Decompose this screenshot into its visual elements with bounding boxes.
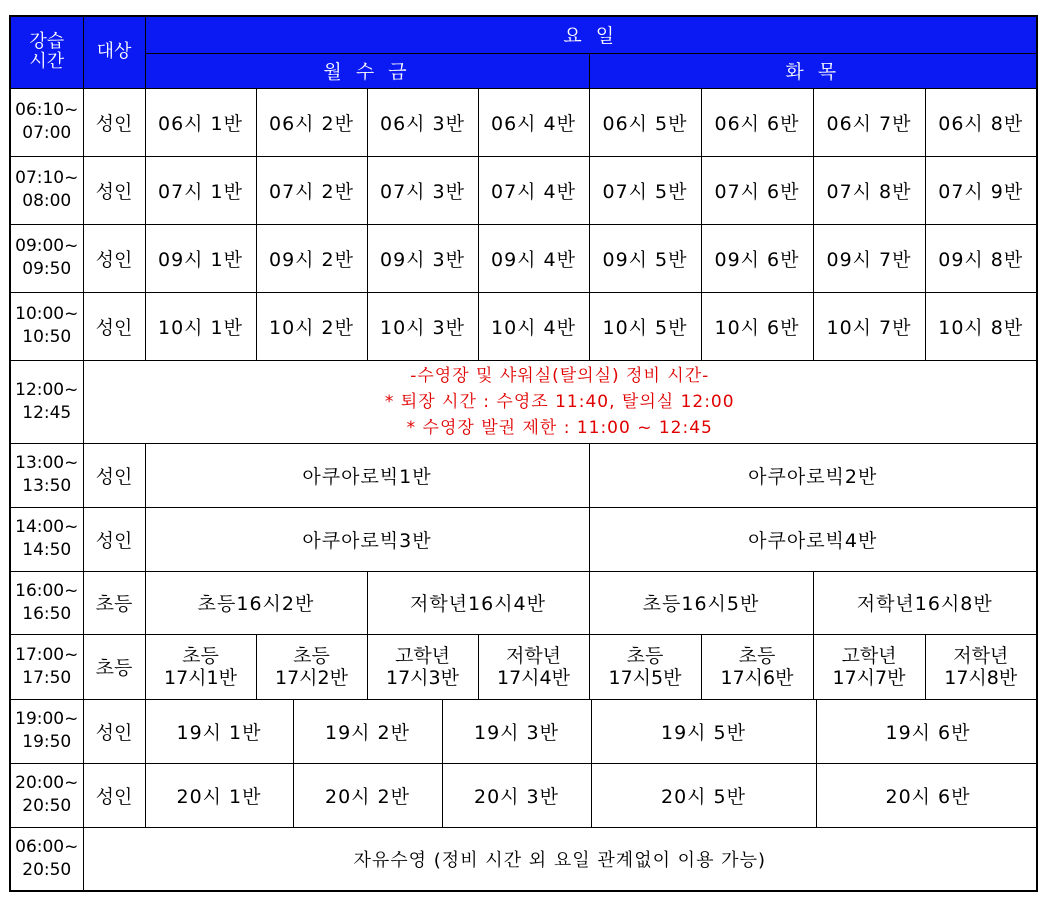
class-cell: 초등 17시1반 bbox=[145, 634, 256, 699]
class-cell: 20시 6반 bbox=[816, 764, 1037, 827]
swim-schedule-table bbox=[9, 15, 1038, 892]
schedule-row bbox=[10, 827, 1037, 891]
time-cell: 09:00~ 09:50 bbox=[10, 224, 83, 292]
schedule-row bbox=[10, 571, 1037, 634]
class-cell: 저학년 17시4반 bbox=[478, 634, 589, 699]
class-cell: 07시 3반 bbox=[367, 156, 478, 224]
time-cell: 10:00~ 10:50 bbox=[10, 292, 83, 360]
class-cell: 07시 4반 bbox=[478, 156, 589, 224]
target-cell: 성인 bbox=[83, 507, 145, 571]
class-cell: 20시 5반 bbox=[591, 764, 816, 827]
class-cell: 10시 8반 bbox=[925, 292, 1037, 360]
class-cell: 초등 17시5반 bbox=[589, 634, 701, 699]
target-cell: 초등 bbox=[83, 634, 145, 699]
class-cell: 07시 5반 bbox=[589, 156, 701, 224]
class-cell: 19시 6반 bbox=[816, 700, 1037, 763]
class-cell: 09시 2반 bbox=[256, 224, 367, 292]
group-mon-wed-fri: 월 수 금 bbox=[145, 53, 589, 88]
time-cell: 07:10~ 08:00 bbox=[10, 156, 83, 224]
time-cell: 19:00~ 19:50 bbox=[10, 699, 83, 763]
class-cell: 10시 4반 bbox=[478, 292, 589, 360]
class-cell: 10시 3반 bbox=[367, 292, 478, 360]
class-cell: 10시 2반 bbox=[256, 292, 367, 360]
class-cell: 저학년 17시8반 bbox=[925, 634, 1037, 699]
target-cell: 성인 bbox=[83, 763, 145, 827]
target-cell: 성인 bbox=[83, 699, 145, 763]
maintenance-line3: * 수영장 발권 제한 : 11:00 ~ 12:45 bbox=[406, 417, 713, 438]
time-cell: 13:00~ 13:50 bbox=[10, 443, 83, 507]
class-cell: 06시 5반 bbox=[589, 88, 701, 156]
class-cell: 06시 6반 bbox=[701, 88, 813, 156]
target-header: 대상 bbox=[83, 16, 145, 88]
time-cell: 14:00~ 14:50 bbox=[10, 507, 83, 571]
schedule-row bbox=[10, 443, 1037, 507]
class-cell: 07시 6반 bbox=[701, 156, 813, 224]
time-cell: 12:00~ 12:45 bbox=[10, 360, 83, 443]
class-cell: 06시 2반 bbox=[256, 88, 367, 156]
class-cell: 10시 7반 bbox=[813, 292, 925, 360]
class-cell: 06시 1반 bbox=[145, 88, 256, 156]
class-cell: 아쿠아로빅4반 bbox=[589, 507, 1037, 571]
maintenance-notice bbox=[83, 360, 1037, 443]
class-cell: 저학년16시4반 bbox=[367, 571, 589, 634]
class-cell: 06시 3반 bbox=[367, 88, 478, 156]
class-cell: 06시 8반 bbox=[925, 88, 1037, 156]
class-cell: 10시 5반 bbox=[589, 292, 701, 360]
group-tue-thu: 화 목 bbox=[589, 53, 1037, 88]
class-cell: 초등 17시2반 bbox=[256, 634, 367, 699]
class-cell: 초등 17시6반 bbox=[701, 634, 813, 699]
class-group bbox=[145, 763, 1037, 827]
target-cell: 성인 bbox=[83, 88, 145, 156]
schedule-row bbox=[10, 360, 1037, 443]
class-cell: 아쿠아로빅3반 bbox=[145, 507, 589, 571]
time-cell: 06:00~ 20:50 bbox=[10, 827, 83, 891]
class-cell: 19시 1반 bbox=[146, 700, 294, 763]
schedule-row bbox=[10, 88, 1037, 156]
schedule-row bbox=[10, 156, 1037, 224]
class-cell: 09시 1반 bbox=[145, 224, 256, 292]
time-header bbox=[10, 16, 83, 88]
schedule-row bbox=[10, 699, 1037, 763]
time-cell: 20:00~ 20:50 bbox=[10, 763, 83, 827]
class-cell: 07시 2반 bbox=[256, 156, 367, 224]
class-cell: 20시 3반 bbox=[442, 764, 591, 827]
class-cell: 09시 6반 bbox=[701, 224, 813, 292]
maintenance-line2: * 퇴장 시간 : 수영조 11:40, 탈의실 12:00 bbox=[384, 391, 735, 412]
schedule-row bbox=[10, 763, 1037, 827]
class-cell: 초등16시2반 bbox=[145, 571, 367, 634]
class-cell: 19시 5반 bbox=[591, 700, 816, 763]
class-cell: 19시 3반 bbox=[442, 700, 591, 763]
class-cell: 09시 8반 bbox=[925, 224, 1037, 292]
free-swim-cell: 자유수영 (정비 시간 외 요일 관계없이 이용 가능) bbox=[83, 827, 1037, 891]
target-cell: 성인 bbox=[83, 292, 145, 360]
schedule-row bbox=[10, 507, 1037, 571]
class-cell: 07시 9반 bbox=[925, 156, 1037, 224]
class-cell: 저학년16시8반 bbox=[813, 571, 1037, 634]
class-cell: 19시 2반 bbox=[293, 700, 442, 763]
class-cell: 20시 1반 bbox=[146, 764, 294, 827]
class-cell: 10시 6반 bbox=[701, 292, 813, 360]
class-cell: 09시 5반 bbox=[589, 224, 701, 292]
class-cell: 고학년 17시3반 bbox=[367, 634, 478, 699]
class-cell: 초등16시5반 bbox=[589, 571, 813, 634]
target-cell: 성인 bbox=[83, 224, 145, 292]
class-cell: 아쿠아로빅2반 bbox=[589, 443, 1037, 507]
class-cell: 20시 2반 bbox=[293, 764, 442, 827]
schedule-row bbox=[10, 634, 1037, 699]
class-cell: 06시 7반 bbox=[813, 88, 925, 156]
target-cell: 초등 bbox=[83, 571, 145, 634]
target-cell: 성인 bbox=[83, 443, 145, 507]
class-cell: 09시 4반 bbox=[478, 224, 589, 292]
time-cell: 16:00~ 16:50 bbox=[10, 571, 83, 634]
class-cell: 09시 7반 bbox=[813, 224, 925, 292]
class-cell: 아쿠아로빅1반 bbox=[145, 443, 589, 507]
class-cell: 09시 3반 bbox=[367, 224, 478, 292]
time-cell: 06:10~ 07:00 bbox=[10, 88, 83, 156]
class-cell: 10시 1반 bbox=[145, 292, 256, 360]
target-cell: 성인 bbox=[83, 156, 145, 224]
class-cell: 07시 8반 bbox=[813, 156, 925, 224]
maintenance-line1: -수영장 및 샤워실(탈의실) 정비 시간- bbox=[410, 365, 710, 386]
class-cell: 06시 4반 bbox=[478, 88, 589, 156]
day-header: 요 일 bbox=[145, 16, 1037, 53]
class-cell: 고학년 17시7반 bbox=[813, 634, 925, 699]
schedule-row bbox=[10, 224, 1037, 292]
class-group bbox=[145, 699, 1037, 763]
time-header-label: 강습 시간 bbox=[29, 31, 65, 73]
class-cell: 07시 1반 bbox=[145, 156, 256, 224]
schedule-row bbox=[10, 292, 1037, 360]
time-cell: 17:00~ 17:50 bbox=[10, 634, 83, 699]
